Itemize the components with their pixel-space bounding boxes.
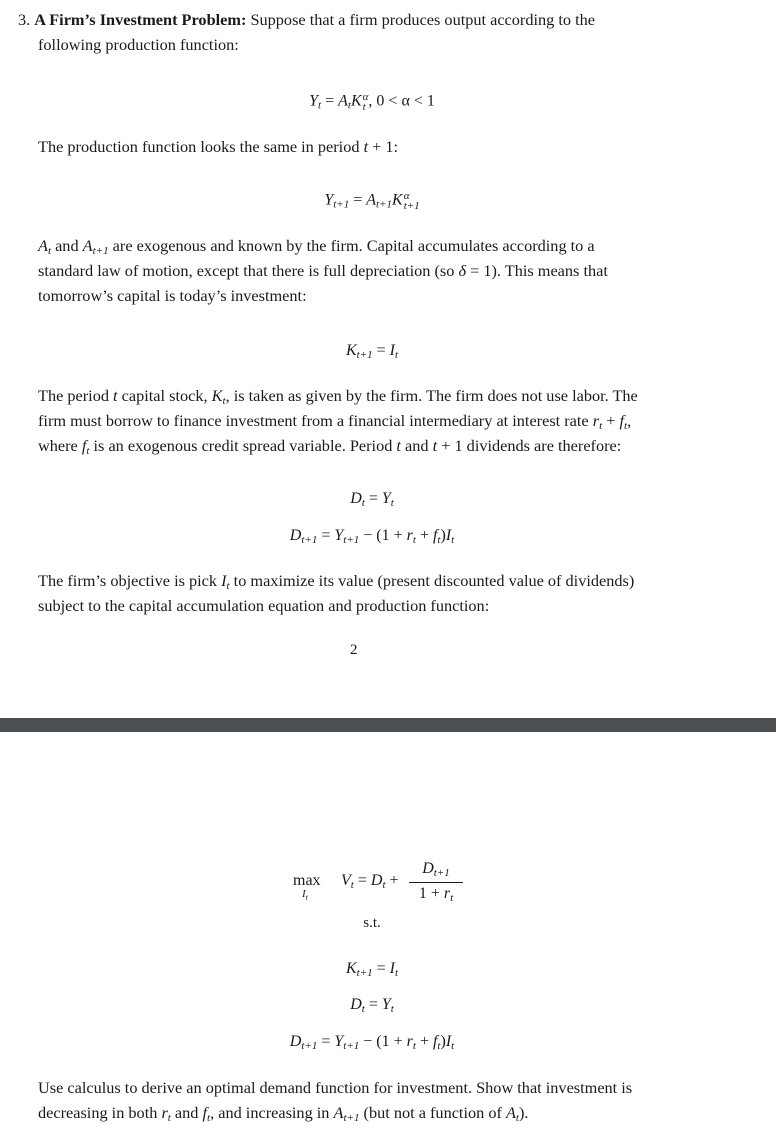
next-period-equation: $Y_{t+1} = A_{t+1}K$ α t+1 bbox=[324, 190, 420, 212]
problem-first-line bbox=[18, 8, 595, 33]
page-1: 3. A Firm’s Investment Problem: Suppose that a firm produces output according to the following production function: $Y_t = A_tK$ α t , 0 < α < 1 The production function looks the same in period t + 1: $Y_{t+1} = A_{t+1}K$ α t+1 $A_t$ and $A_{t+1}$ are exogenous and known by the firm. Capital accumulates according to a standard law of motion, except that there is full depreciation (so δ = 1). This means that tomorrow’s capital is today’s investment: $K_{t+1} = I_t$ The period t capital stock, $K_t$, is taken as given by the firm. The firm does not use labor. The firm must borrow to finance investment from a financial intermediary at interest rate $r_t + f_t$, where $f_t$ is an exogenous credit spread variable. Period t and t + 1 dividends are therefore: $D_t = Y_t$ $D_{t+1} = Y_{t+1} - (1 + r_t + f_t)I_t$ The firm’s objective is pick $I_t$ to maximize its value (present discounted value of dividends) subject to the capital accumulation equation and production function: 2 bbox=[18, 10, 638, 658]
problem-title: A Firm’s Investment Problem: bbox=[34, 10, 247, 29]
constraint-dividend-t: $D_t = Y_t$ bbox=[350, 996, 394, 1015]
problem-number: 3. bbox=[18, 10, 31, 29]
discount-fraction: $D_{t+1}$ $1 + r_t$ bbox=[409, 860, 463, 903]
max-operator: max bbox=[293, 872, 321, 889]
value-expression: $V_t = D_t$ + bbox=[341, 872, 399, 891]
capital-equation: $K_{t+1} = I_t$ bbox=[345, 342, 399, 361]
dividend-equation-t1: $D_{t+1} = Y_{t+1} - (1 + r_t + f_t)I_t$ bbox=[289, 527, 455, 546]
max-subscript: $I_t$ bbox=[302, 888, 308, 902]
page-separator bbox=[0, 718, 776, 732]
intro-text-2: following production function: bbox=[38, 35, 239, 54]
intro-text: Suppose that a firm produces output according to the bbox=[250, 10, 595, 29]
subject-to-label: s.t. bbox=[363, 915, 381, 931]
constraint-dividend-t1: $D_{t+1} = Y_{t+1} - (1 + r_t + f_t)I_t$ bbox=[289, 1033, 455, 1052]
production-equation: $Y_t = A_tK$ α t , 0 < α < 1 bbox=[309, 91, 435, 113]
page-number: 2 bbox=[350, 642, 358, 658]
dividend-equation-t: $D_t = Y_t$ bbox=[350, 490, 394, 509]
constraint-capital: $K_{t+1} = I_t$ bbox=[345, 960, 399, 979]
